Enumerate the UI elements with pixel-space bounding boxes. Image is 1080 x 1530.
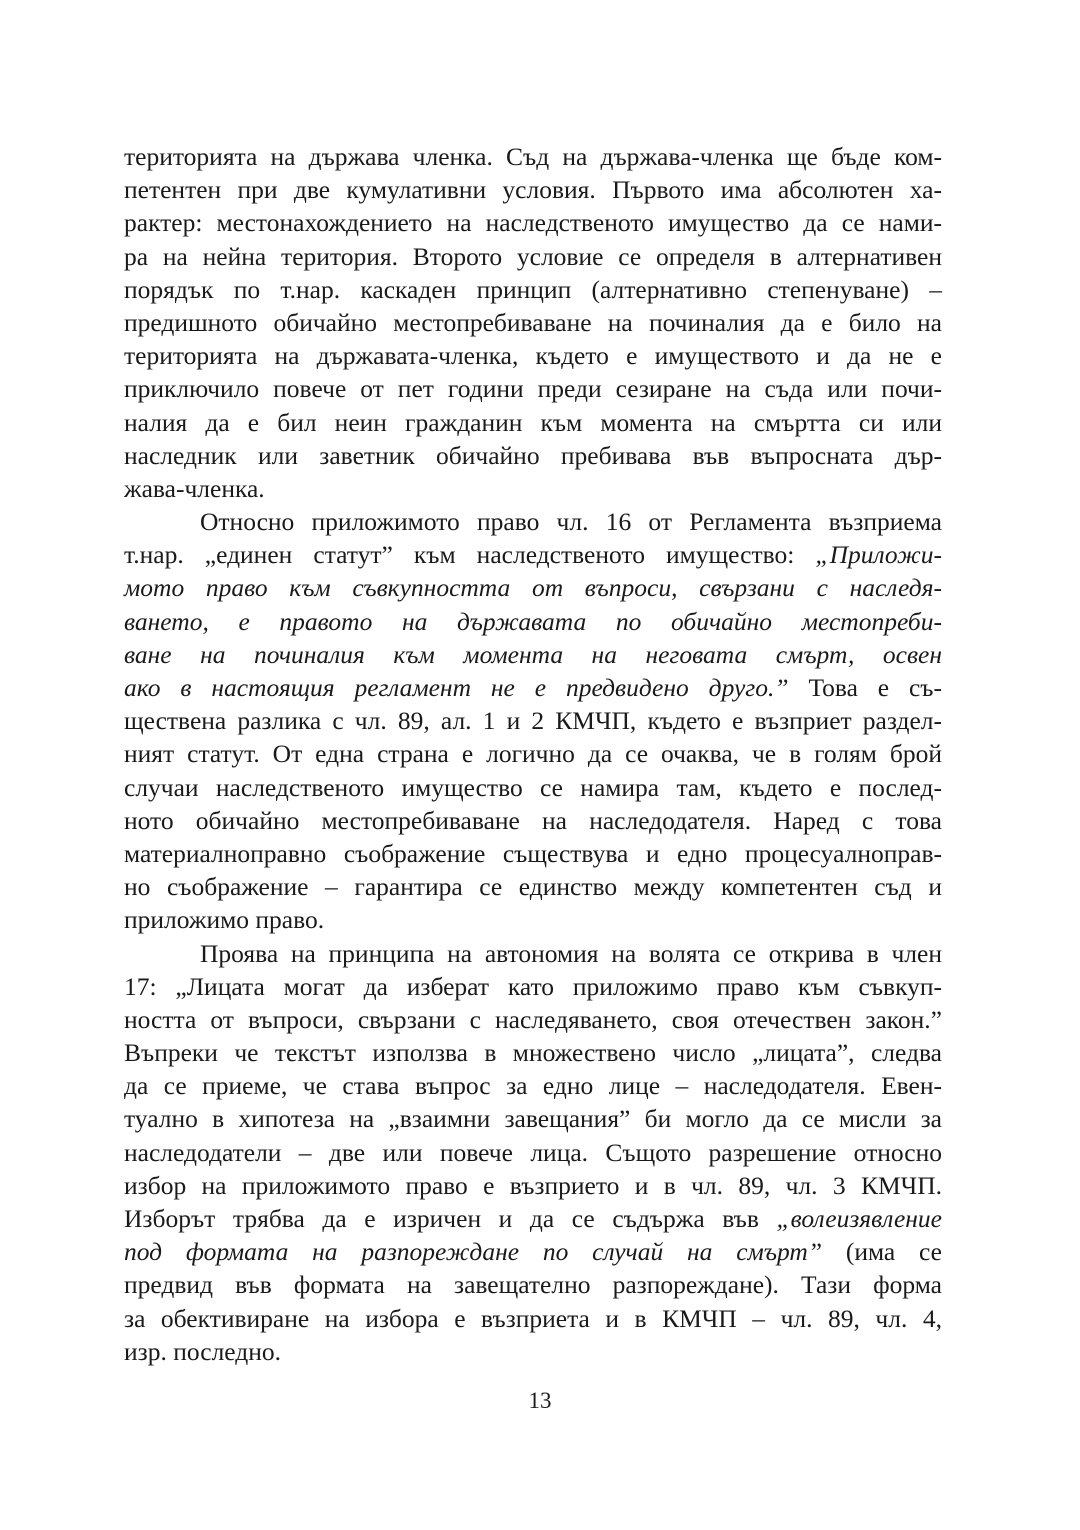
text-line: [124, 1202, 942, 1235]
text-segment: територията на държавата-членка, където е имуществото и да не е: [124, 341, 942, 371]
text-segment: налия да е бил неин гражданин към момента на смъртта си или: [124, 407, 942, 437]
text-segment: Изборът трябва да е изричен и да се съдържа във: [124, 1204, 777, 1233]
text-segment: материалноправно съображение съществува и едно процесуалноправ-: [124, 838, 942, 868]
text-line: [124, 472, 942, 505]
text-segment: случаи наследственото имущество се намира там, където е послед-: [124, 772, 942, 802]
text-segment: изр. последно.: [124, 1336, 282, 1366]
text-line: [124, 903, 942, 936]
text-line: [124, 737, 942, 770]
text-segment: Въпреки че текстът използва в множествено число „лицата”, следва: [124, 1038, 942, 1068]
text-line: [124, 372, 942, 405]
text-line: [124, 1235, 942, 1268]
text-line: [124, 240, 942, 273]
italic-quote: ването, е правото на държавата по обичайно местопреби-: [124, 606, 942, 636]
text-segment: предвид във формата на завещателно разпореждане). Тази форма: [124, 1270, 942, 1300]
page-number: 13: [528, 1388, 552, 1413]
text-segment: туално в хипотеза на „взаимни завещания” би могло да се мисли за: [124, 1104, 942, 1134]
text-segment: Относно приложимото право чл. 16 от Регламента възприема: [200, 507, 942, 537]
text-line: [124, 1069, 942, 1102]
text-line: [124, 1268, 942, 1301]
text-line: [124, 771, 942, 804]
text-line: [124, 671, 942, 704]
text-line: [124, 638, 942, 671]
text-line: [124, 1003, 942, 1036]
text-line: [124, 1302, 942, 1335]
text-segment: ното обичайно местопребиваване на наследодателя. Наред с това: [124, 805, 942, 835]
text-segment: т.нар. „единен статут” към наследственото имущество:: [124, 540, 816, 570]
text-segment: ра на нейна територия. Второто условие се определя в алтернативен: [124, 241, 942, 271]
text-segment: 17: „Лицата могат да изберат като приложимо право към съвкуп-: [124, 971, 942, 1001]
text-segment: Това е съ-: [788, 673, 942, 702]
paragraph: [124, 937, 942, 1368]
text-line: [124, 571, 942, 604]
text-segment: предишното обичайно местопребиваване на починалия да е било на: [124, 307, 942, 337]
text-line: [124, 505, 942, 538]
text-line: [124, 704, 942, 737]
paragraph: [124, 140, 942, 505]
text-segment: петентен при две кумулативни условия. Първото има абсолютен ха-: [124, 175, 942, 205]
document-page: [124, 140, 942, 1368]
text-line: [124, 339, 942, 372]
text-segment: ността от въпроси, свързани с наследяването, своя отечествен закон.”: [124, 1004, 942, 1034]
text-segment: ният статут. От една страна е логично да се очаква, че в голям брой: [124, 739, 942, 769]
text-segment: но съображение – гарантира се единство между компетентен съд и: [124, 872, 942, 902]
text-line: [124, 870, 942, 903]
text-line: [124, 1136, 942, 1169]
text-segment: приключило повече от пет години преди сезиране на съда или почи-: [124, 374, 942, 404]
text-segment: ществена разлика с чл. 89, ал. 1 и 2 КМЧП, където е възприет раздел-: [124, 706, 942, 736]
text-line: [124, 273, 942, 306]
italic-quote: ване на починалия към момента на неговата смърт, освен: [124, 639, 942, 669]
italic-quote: мото право към съвкупността от въпроси, свързани с наследя-: [124, 573, 942, 603]
text-line: [124, 1169, 942, 1202]
text-line: [124, 1335, 942, 1368]
text-line: [124, 937, 942, 970]
text-line: [124, 306, 942, 339]
text-segment: наследник или заветник обичайно пребивава във въпросната дър-: [124, 440, 942, 470]
text-segment: приложимо право.: [124, 905, 325, 935]
text-line: [124, 406, 942, 439]
text-line: [124, 804, 942, 837]
text-line: [124, 538, 942, 571]
paragraph: [124, 505, 942, 936]
text-line: [124, 970, 942, 1003]
text-line: [124, 206, 942, 239]
text-line: [124, 439, 942, 472]
text-segment: (има се: [822, 1237, 942, 1267]
text-segment: жава-членка.: [124, 473, 265, 503]
text-segment: територията на държава членка. Съд на държава-членка ще бъде ком-: [124, 142, 942, 171]
italic-quote: „волеизявление: [776, 1204, 942, 1233]
text-line: [124, 1102, 942, 1135]
italic-quote: ако в настоящия регламент не е предвидено друго.”: [124, 673, 789, 702]
text-segment: Проява на принципа на автономия на волята се открива в член: [200, 938, 942, 968]
text-line: [124, 173, 942, 206]
text-segment: рактер: местонахождението на наследственото имущество да се нами-: [124, 208, 942, 238]
text-segment: наследодатели – две или повече лица. Същото разрешение относно: [124, 1137, 942, 1167]
text-segment: да се приеме, че става въпрос за едно лице – наследодателя. Евен-: [124, 1071, 942, 1101]
text-line: [124, 837, 942, 870]
italic-quote: под формата на разпореждане по случай на смърт”: [124, 1237, 823, 1267]
text-segment: порядък по т.нар. каскаден принцип (алтернативно степенуване) –: [124, 274, 942, 304]
italic-quote: „Приложи-: [815, 540, 942, 570]
text-line: [124, 140, 942, 173]
text-line: [124, 1036, 942, 1069]
text-segment: за обективиране на избора е възприета и в КМЧП – чл. 89, чл. 4,: [124, 1303, 942, 1333]
text-segment: избор на приложимото право е възприето и в чл. 89, чл. 3 КМЧП.: [124, 1170, 942, 1200]
text-line: [124, 605, 942, 638]
